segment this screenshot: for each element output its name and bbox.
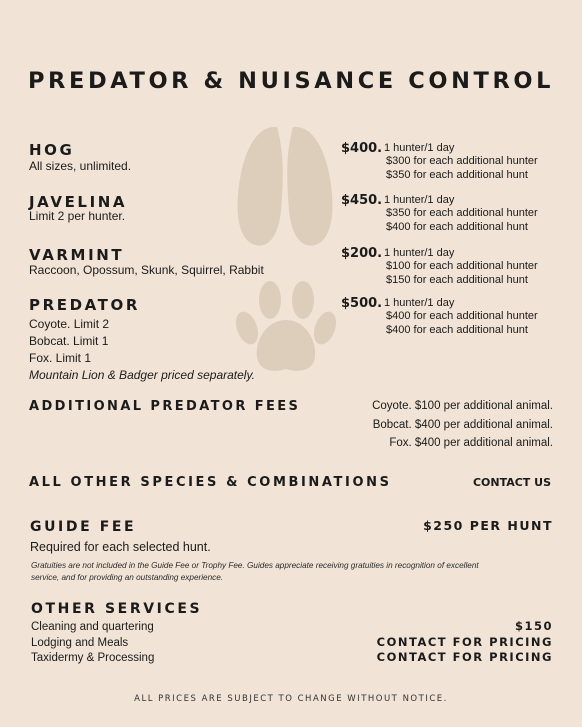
predator-limit-line: Bobcat. Limit 1 [29, 334, 109, 348]
service-value: $150 [514, 619, 553, 633]
predator-price-lines [386, 297, 538, 337]
services-values [377, 619, 553, 666]
price-line: 1 hunter/1 day [384, 247, 455, 259]
service-label: Lodging and Meals [31, 636, 129, 649]
price-line: $400 for each additional hunter [386, 310, 538, 323]
footer-disclaimer: ALL PRICES ARE SUBJECT TO CHANGE WITHOUT NOTICE. [134, 694, 448, 704]
hog-price-lines [386, 142, 538, 182]
varmint-desc: Raccoon, Opossum, Skunk, Squirrel, Rabbit [29, 263, 264, 277]
contact-us-text: CONTACT US [472, 476, 551, 489]
services-list [31, 620, 154, 667]
hog-desc: All sizes, unlimited. [29, 159, 132, 173]
price-line: $400 for each additional hunt [386, 323, 528, 336]
page-title: PREDATOR & NUISANCE CONTROL [27, 68, 555, 94]
predator-note: Mountain Lion & Badger priced separately. [29, 368, 255, 382]
price-line: $400 for each additional hunt [386, 220, 528, 233]
guide-fee-price: $250 PER HUNT [423, 518, 553, 533]
other-services-heading: OTHER SERVICES [31, 601, 203, 617]
hog-price: $400. [341, 141, 383, 156]
service-value: CONTACT FOR PRICING [376, 650, 553, 664]
price-line: $150 for each additional hunt [386, 273, 528, 286]
price-line: $100 for each additional hunter [386, 260, 538, 273]
predator-heading: PREDATOR [29, 296, 141, 314]
varmint-price-lines [386, 247, 538, 287]
price-line: $350 for each additional hunter [386, 207, 538, 220]
price-line: 1 hunter/1 day [384, 297, 455, 309]
fee-line: Fox. $400 per additional animal. [389, 437, 553, 449]
price-line: 1 hunter/1 day [384, 142, 455, 154]
service-label: Cleaning and quartering [31, 621, 154, 633]
javelina-price-lines [386, 194, 538, 234]
predator-price: $500. [341, 296, 383, 311]
guide-fee-heading: GUIDE FEE [30, 519, 137, 535]
additional-fees-heading: ADDITIONAL PREDATOR FEES [29, 399, 301, 414]
other-species-heading: ALL OTHER SPECIES & COMBINATIONS [29, 475, 392, 490]
price-line: $350 for each additional hunt [386, 168, 528, 181]
javelina-desc: Limit 2 per hunter. [29, 209, 126, 223]
varmint-price: $200. [341, 246, 383, 261]
additional-fees-list [372, 397, 553, 453]
varmint-heading: VARMINT [29, 246, 125, 264]
fee-line: Bobcat. $400 per additional animal. [372, 418, 553, 431]
hoof-print-icon [238, 127, 333, 246]
predator-limit-line: Fox. Limit 1 [29, 351, 92, 365]
hog-heading: HOG [29, 141, 75, 159]
javelina-heading: JAVELINA [29, 193, 128, 211]
price-line: $300 for each additional hunter [386, 155, 538, 168]
fee-line: Coyote. $100 per additional animal. [372, 400, 553, 412]
service-label: Taxidermy & Processing [31, 652, 155, 664]
service-value: CONTACT FOR PRICING [376, 634, 553, 649]
guide-fee-desc: Required for each selected hunt. [30, 540, 211, 554]
javelina-price: $450. [341, 193, 383, 208]
predator-desc [29, 316, 255, 384]
gratuity-note: Gratuities are not included in the Guide Fee or Trophy Fee. Guides appreciate receiving gratuities in recognition of excellent service, and for providing an outstanding experience. [31, 561, 479, 582]
predator-limit-line: Coyote. Limit 2 [29, 317, 110, 331]
price-line: 1 hunter/1 day [384, 194, 455, 206]
